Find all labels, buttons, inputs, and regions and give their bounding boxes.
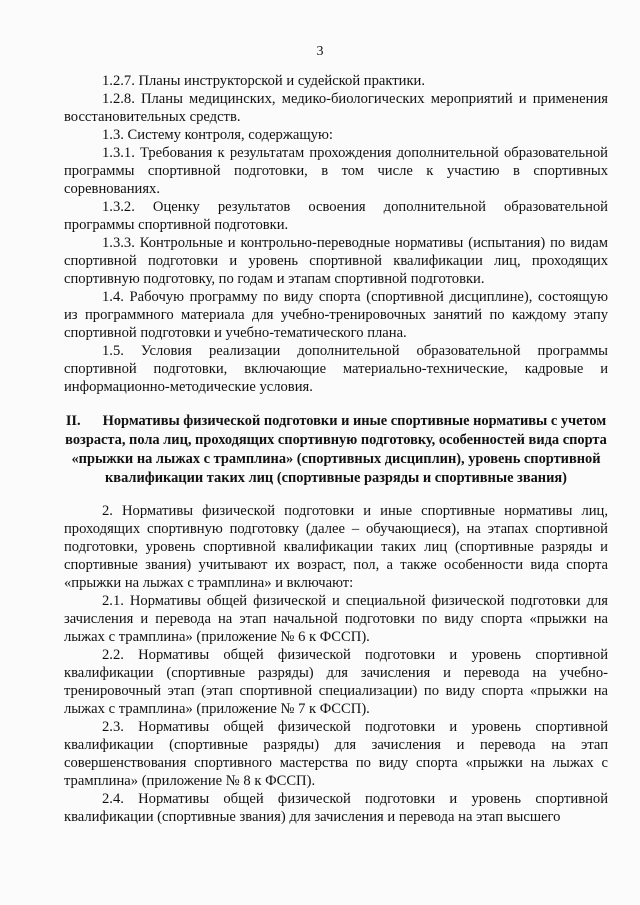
paragraph-1-3-2: 1.3.2. Оценку результатов освоения дополнительной образовательной программы спортивной подготовки. [64,199,608,233]
page-number: 3 [316,44,324,59]
paragraph-1-3-1: 1.3.1. Требования к результатам прохождения дополнительной образовательной программы спортивной подготовки, в том числе к участию в спортивных соревнованиях. [64,145,608,197]
section-heading [64,412,608,488]
paragraph-2-4: 2.4. Нормативы общей физической подготовки и уровень спортивной квалификации (спортивные звания) для зачисления и перевода на этап высшего [64,791,608,825]
paragraph-1-5: 1.5. Условия реализации дополнительной образовательной программы спортивной подготовки, включающие материально-технические, кадровые и информационно-методические условия. [64,343,608,395]
section-gap [64,488,608,502]
paragraph-1-4: 1.4. Рабочую программу по виду спорта (спортивной дисциплине), состоящую из программного материала для учебно-тренировочных занятий по каждому этапу спортивной подготовки и учебно-тематического плана. [64,289,608,341]
paragraph-1-3: 1.3. Систему контроля, содержащую: [102,127,333,143]
section-number: II. [65,413,81,429]
document-body [64,72,608,826]
paragraph-2-1: 2.1. Нормативы общей физической и специальной физической подготовки для зачисления и перевода на этап начальной подготовки по виду спорта «прыжки на лыжах с трамплина» (приложение № 6 к ФССП). [64,593,608,645]
section-title: Нормативы физической подготовки и иные спортивные нормативы с учетом возраста, пола лиц, проходящих спортивную подготовку, особенностей вида спорта «прыжки на лыжах с трамплина» (спортивных дисциплин), уровень спортивной квалификации таких лиц (спортивные разряды и спортивные звания) [65,413,607,486]
paragraph-1-3-3: 1.3.3. Контрольные и контрольно-переводные нормативы (испытания) по видам спортивной подготовки и уровень спортивной квалификации лиц, проходящих спортивную подготовку, по годам и этапам спортивной подготовки. [64,235,608,287]
paragraph-2: 2. Нормативы физической подготовки и иные спортивные нормативы лиц, проходящих спортивную подготовку (далее – обучающиеся), на этапах спортивной подготовки, уровень спортивной квалификации таких лиц (спортивные разряды и спортивные звания) учитывают их возраст, пол, а также особенности вида спорта «прыжки на лыжах с трамплина» и включают: [64,503,608,591]
paragraph-1-2-8: 1.2.8. Планы медицинских, медико-биологических мероприятий и применения восстановительных средств. [64,91,608,125]
paragraph-1-2-7: 1.2.7. Планы инструкторской и судейской практики. [102,73,425,89]
paragraph-2-3: 2.3. Нормативы общей физической подготовки и уровень спортивной квалификации (спортивные разряды) для зачисления и перевода на этап совершенствования спортивного мастерства по виду спорта «прыжки на лыжах с трамплина» (приложение № 8 к ФССП). [64,719,608,789]
paragraph-2-2: 2.2. Нормативы общей физической подготовки и уровень спортивной квалификации (спортивные разряды) для зачисления и перевода на учебно-тренировочный этап (этап спортивной специализации) по виду спорта «прыжки на лыжах с трамплина» (приложение № 7 к ФССП). [64,647,608,717]
